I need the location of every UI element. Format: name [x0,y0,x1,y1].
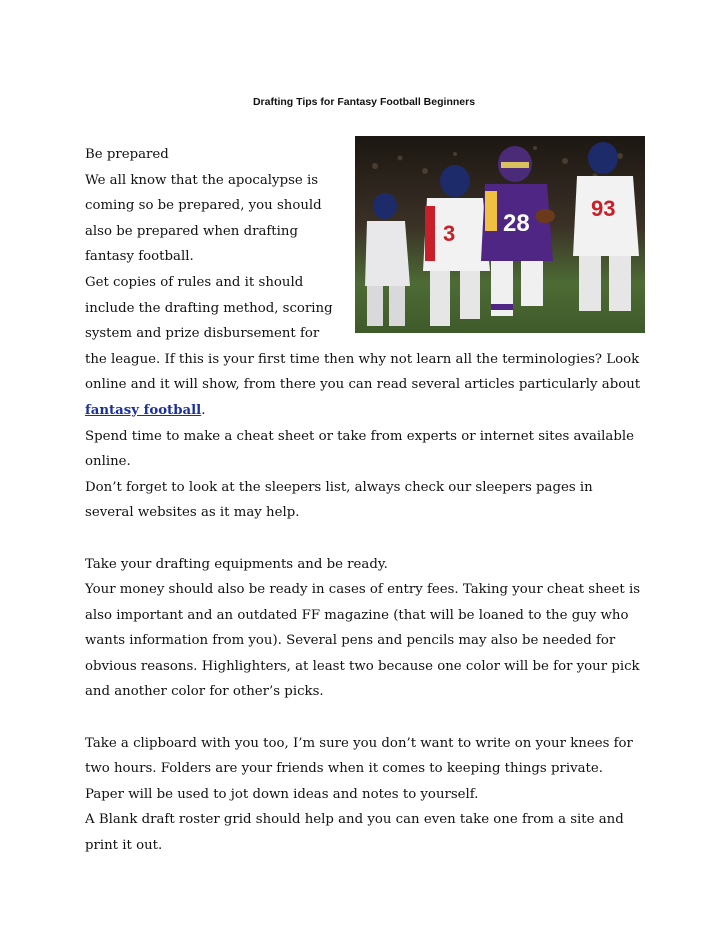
football-photo [355,136,645,333]
paragraph-spacer [85,526,645,552]
paragraph-spacer [85,705,645,731]
jersey-number-right: 93 [591,196,616,221]
section1-paragraph-2-end: . [201,402,206,418]
jersey-number-left: 3 [443,221,456,246]
section3-paragraph-3: A Blank draft roster grid should help and you can even take one from a site and print it out. [85,812,624,854]
jersey-number-center: 28 [503,210,530,237]
section1-paragraph-1: We all know that the apocalypse is coming so be prepared, you should also be prepared when drafting fantasy football. [85,172,322,265]
section3-paragraph-2: Paper will be used to jot down ideas and notes to yourself. [85,786,479,802]
section2-paragraph-1: Take your drafting equipments and be ready. [85,556,388,572]
section2-paragraph-2: Your money should also be ready in cases of entry fees. Taking your cheat sheet is also important and an outdated FF magazine (that will be loaned to the guy who wants information from you). Several pens and pencils may also be needed for obvious reasons. Highlighters, at least two because one color will be for your pick and another color for other’s picks. [85,582,641,700]
section1-heading: Be prepared [85,147,169,162]
section1-paragraph-3: Spend time to make a cheat sheet or take from experts or internet sites available online. [85,428,634,470]
section1-paragraph-4: Don’t forget to look at the sleepers list, always check our sleepers pages in several websites as it may help. [85,479,593,521]
section3-paragraph-1: Take a clipboard with you too, I’m sure you don’t want to write on your knees for two hours. Folders are your friends when it comes to keeping things private. [85,735,633,777]
document-body [85,142,645,859]
fantasy-football-link[interactable]: fantasy football [85,402,202,418]
document-title: Drafting Tips for Fantasy Football Beginners [252,96,476,108]
section1-paragraph-2-text: Get copies of rules and it should include the drafting method, scoring system and prize disbursement for the league. If this is your first time then why not learn all the terminologies? Look online and it will show, from there you can read several articles particularly about [85,274,641,393]
